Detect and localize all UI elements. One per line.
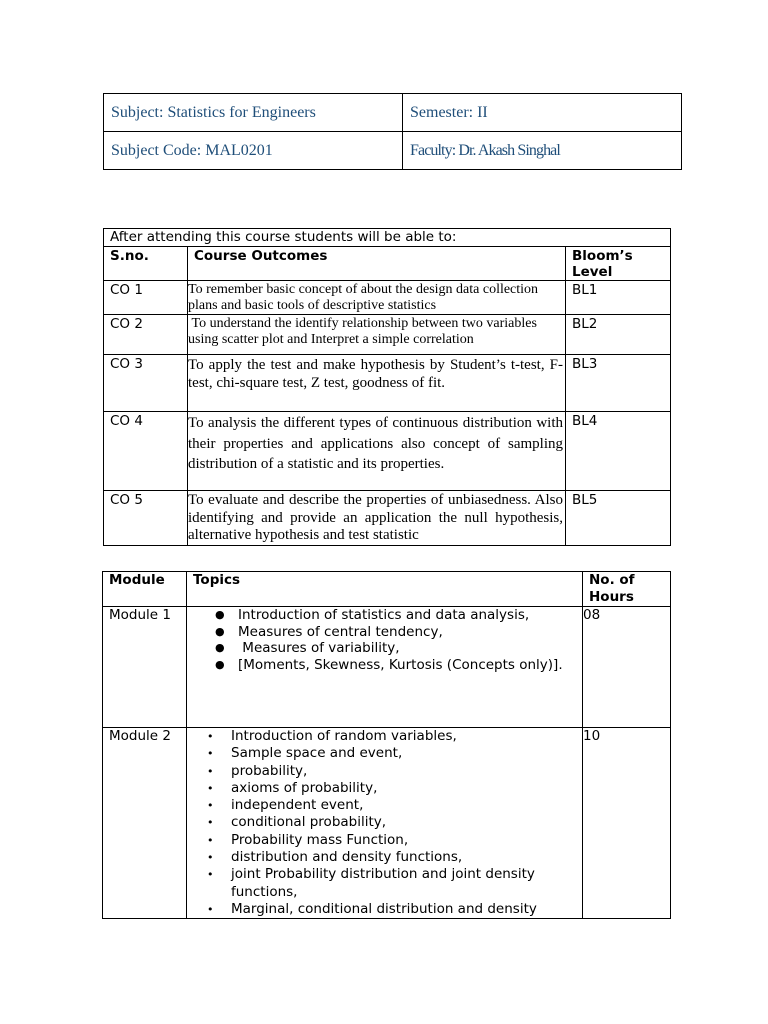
subject-name: Subject: Statistics for Engineers	[104, 94, 403, 132]
list-item: • axioms of probability,	[187, 780, 582, 797]
list-item: • Introduction of random variables,	[187, 728, 582, 745]
col-header-module: Module	[103, 572, 187, 607]
co-text: To understand the identify relationship between two variables using scatter plot and Interpret a simple correlation	[188, 315, 566, 355]
table-row	[104, 355, 671, 412]
semester: Semester: II	[403, 94, 682, 132]
module-name: Module 2	[103, 728, 187, 919]
table-row	[104, 281, 671, 315]
co-text: To analysis the different types of continuous distribution with their properties and applications also concept of sampling distribution of a statistic and its properties.	[188, 412, 566, 491]
co-bloom: BL4	[566, 412, 671, 491]
topic-list	[187, 728, 582, 918]
co-sno: CO 4	[104, 412, 188, 491]
list-item: ● Measures of central tendency,	[187, 624, 582, 641]
module-hours: 08	[583, 607, 671, 728]
co-sno: CO 1	[104, 281, 188, 315]
table-row	[103, 607, 671, 728]
col-header-bloom: Bloom’s Level	[566, 247, 671, 281]
list-item: • conditional probability,	[187, 814, 582, 831]
module-topics	[187, 607, 583, 728]
co-bloom: BL5	[566, 491, 671, 546]
modules-table	[102, 571, 671, 919]
module-name: Module 1	[103, 607, 187, 728]
co-sno: CO 3	[104, 355, 188, 412]
co-text: To evaluate and describe the properties of unbiasedness. Also identifying and provide an application the null hypothesis, alternative hypothesis and test statistic	[188, 491, 566, 546]
topic-list	[187, 607, 582, 673]
list-item: • independent event,	[187, 797, 582, 814]
course-outcomes-table	[103, 228, 671, 546]
list-item: • probability,	[187, 763, 582, 780]
subject-code: Subject Code: MAL0201	[104, 132, 403, 170]
list-item: ● Introduction of statistics and data analysis,	[187, 607, 582, 624]
col-header-topics: Topics	[187, 572, 583, 607]
table-row	[104, 315, 671, 355]
co-bloom: BL2	[566, 315, 671, 355]
co-bloom: BL3	[566, 355, 671, 412]
table-row	[104, 491, 671, 546]
co-text: To remember basic concept of about the design data collection plans and basic tools of descriptive statistics	[188, 281, 566, 315]
outcomes-intro: After attending this course students will be able to:	[104, 229, 671, 247]
list-item: • Marginal, conditional distribution and density	[187, 901, 582, 918]
list-item: • joint Probability distribution and joint density functions,	[187, 866, 582, 901]
faculty: Faculty: Dr. Akash Singhal	[403, 132, 682, 170]
co-sno: CO 2	[104, 315, 188, 355]
table-row	[104, 412, 671, 491]
co-bloom: BL1	[566, 281, 671, 315]
subject-info-table	[103, 93, 682, 170]
table-row	[103, 728, 671, 919]
list-item: • distribution and density functions,	[187, 849, 582, 866]
list-item: ● Measures of variability,	[187, 640, 582, 657]
list-item: • Probability mass Function,	[187, 832, 582, 849]
col-header-hours: No. of Hours	[583, 572, 671, 607]
col-header-outcomes: Course Outcomes	[188, 247, 566, 281]
module-topics	[187, 728, 583, 919]
list-item: ● [Moments, Skewness, Kurtosis (Concepts only)].	[187, 657, 582, 674]
list-item: • Sample space and event,	[187, 745, 582, 762]
module-hours: 10	[583, 728, 671, 919]
co-sno: CO 5	[104, 491, 188, 546]
co-text: To apply the test and make hypothesis by Student’s t-test, F-test, chi-square test, Z test, goodness of fit.	[188, 355, 566, 412]
col-header-sno: S.no.	[104, 247, 188, 281]
